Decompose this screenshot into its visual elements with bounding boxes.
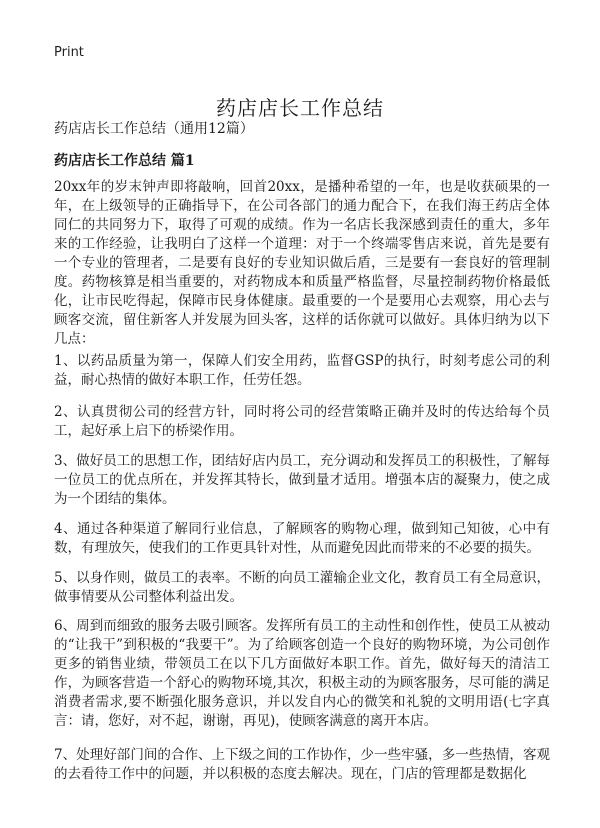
point-6-paragraph: 6、周到而细致的服务去吸引顾客。发挥所有员工的主动性和创作性，使员工从被动的“让我干”到积极的“我要干”。为了给顾客创造一个良好的购物环境，为公司创作更多的销售业绩，带领员工在以下几方面做好本职工作。首先，做好每天的清洁工作，为顾客营造一个舒心的购物环境,其次，积极主动的为顾客服务，尽可能的满足消费者需求,要不断强化服务意识，并以发自内心的微笑和礼貌的文明用语(七字真言：请，您好，对不起，谢谢，再见)，使顾客满意的离开本店。 — [54, 618, 550, 729]
point-5-paragraph: 5、以身作则，做员工的表率。不断的向员工灌输企业文化，教育员工有全局意识，做事情要从公司整体利益出发。 — [54, 570, 550, 605]
point-2-paragraph: 2、认真贯彻公司的经营方针，同时将公司的经营策略正确并及时的传达给每个员工，起好承上启下的桥梁作用。 — [54, 404, 550, 439]
document-subtitle: 药店店长工作总结（通用12篇） — [54, 121, 254, 137]
point-1-paragraph: 1、以药品质量为第一，保障人们安全用药，监督GSP的执行，时刻考虑公司的利益，耐心热情的做好本职工作，任劳任怨。 — [54, 353, 550, 388]
point-3-paragraph: 3、做好员工的思想工作，团结好店内员工，充分调动和发挥员工的积极性，了解每一位员工的优点所在，并发挥其特长，做到量才适用。增强本店的凝聚力，使之成为一个团结的集体。 — [54, 453, 550, 507]
section-heading: 药店店长工作总结 篇1 — [54, 153, 195, 169]
document-title: 药店店长工作总结 — [216, 96, 384, 121]
point-4-paragraph: 4、通过各种渠道了解同行业信息，了解顾客的购物心理，做到知己知彼，心中有数，有理放矢，使我们的工作更具针对性，从而避免因此而带来的不必要的损失。 — [54, 521, 550, 556]
point-7-paragraph: 7、处理好部门间的合作、上下级之间的工作协作，少一些牢骚，多一些热情，客观的去看待工作中的问题，并以积极的态度去解决。现在，门店的管理都是数据化 — [54, 747, 550, 782]
intro-paragraph: 20xx年的岁末钟声即将敲响，回首20xx，是播种希望的一年，也是收获硕果的一年，在上级领导的正确指导下，在公司各部门的通力配合下，在我们海王药店全体同仁的共同努力下，取得了可观的成绩。作为一名店长我深感到责任的重大，多年来的工作经验，让我明白了这样一个道理：对于一个终端零售店来说，首先是要有一个专业的管理者，二是要有良好的专业知识做后盾，三是要有一套良好的管理制度。药物核算是相当重要的，对药物成本和质量严格监督，尽量控制药物价格最低化，让市民吃得起，保障市民身体健康。最重要的一个是要用心去观察，用心去与顾客交流，留住新客人并发展为回头客，这样的话你就可以做好。具体归纳为以下几点： — [54, 179, 550, 347]
print-link[interactable]: Print — [54, 45, 84, 60]
